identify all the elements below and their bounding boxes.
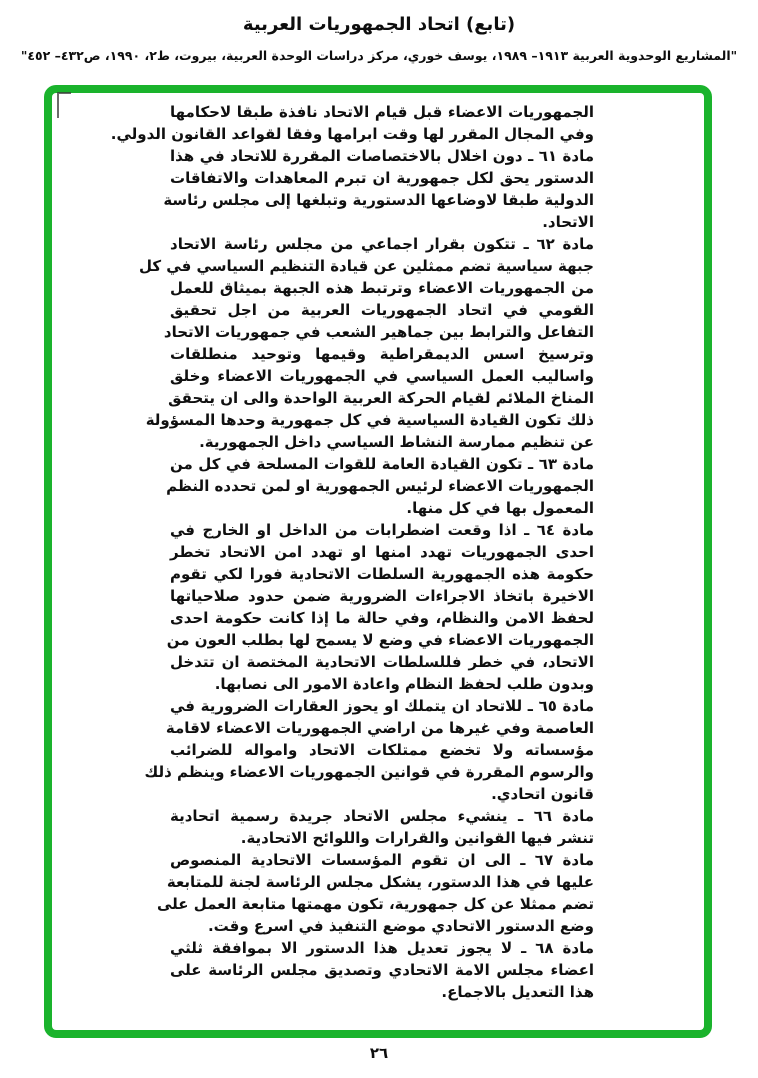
page-title: (تابع) اتحاد الجمهوريات العربية bbox=[242, 14, 516, 35]
text-line: هذا التعديل بالاجماع. bbox=[441, 983, 594, 1001]
text-line: جبهة سياسية تضم ممثلين عن قيادة التنظيم السياسي في كل bbox=[138, 257, 594, 275]
text-line: احدى الجمهوريات تهدد امنها او تهدد امن الاتحاد تخطر bbox=[170, 543, 594, 561]
text-line: قانون اتحادي. bbox=[491, 785, 594, 803]
text-line-article-65: مادة ٦٥ ـ للاتحاد ان يتملك او يحوز العقارات الضرورية في bbox=[170, 697, 594, 715]
text-line: التفاعل والترابط بين جماهير الشعب في جمهوريات الاتحاد bbox=[163, 323, 594, 341]
text-line: المناخ الملائم لقيام الحركة العربية الواحدة والى ان يتحقق bbox=[168, 389, 594, 407]
text-line-article-68: مادة ٦٨ ـ لا يجوز تعديل هذا الدستور الا بموافقة ثلثي bbox=[170, 939, 594, 957]
text-line-article-64: مادة ٦٤ ـ اذا وقعت اضطرابات من الداخل او الخارج في bbox=[170, 521, 594, 539]
text-line-article-61: مادة ٦١ ـ دون اخلال بالاختصاصات المقررة للاتحاد في هذا bbox=[170, 147, 594, 165]
text-line: عليها في هذا الدستور، يشكل مجلس الرئاسة لجنة للمتابعة bbox=[166, 873, 594, 891]
text-line: الجمهوريات الاعضاء في وضع لا يسمح لها بطلب العون من bbox=[166, 631, 594, 649]
text-line-article-63: مادة ٦٣ ـ تكون القيادة العامة للقوات المسلحة في كل من bbox=[170, 455, 594, 473]
text-line-article-66: مادة ٦٦ ـ ينشيء مجلس الاتحاد جريدة رسمية اتحادية bbox=[170, 807, 595, 825]
text-line-article-67: مادة ٦٧ ـ الى ان تقوم المؤسسات الاتحادية المنصوص bbox=[170, 851, 594, 869]
text-line: وبدون طلب لحفظ النظام واعادة الامور الى نصابها. bbox=[214, 675, 594, 693]
text-line: الاتحاد، في خطر فللسلطات الاتحادية المختصة ان تتدخل bbox=[170, 653, 594, 671]
text-line: والرسوم المقررة في قوانين الجمهوريات الاعضاء وينظم ذلك bbox=[144, 763, 594, 781]
text-line: وترسيخ اسس الديمقراطية وقيمها وتوحيد منطلقات bbox=[170, 345, 594, 363]
page-number: ٢٦ bbox=[369, 1044, 389, 1062]
text-line: الاتحاد. bbox=[542, 213, 594, 231]
text-line: القومي في اتحاد الجمهوريات العربية من اجل تحقيق bbox=[170, 301, 594, 319]
text-line: الجمهوريات الاعضاء قبل قيام الاتحاد نافذة طبقا لاحكامها bbox=[170, 103, 594, 121]
text-line: مؤسساته ولا تخضع ممتلكات الاتحاد وامواله للضرائب bbox=[170, 741, 594, 759]
text-line: وضع الدستور الاتحادي موضع التنفيذ في اسرع وقت. bbox=[207, 917, 594, 935]
text-line: واساليب العمل السياسي في الجمهوريات الاعضاء وخلق bbox=[170, 367, 594, 385]
text-line: تضم ممثلا عن كل جمهورية، تكون مهمتها متابعة العمل على bbox=[156, 895, 594, 913]
text-line: اعضاء مجلس الامة الاتحادي وتصديق مجلس الرئاسة على bbox=[170, 961, 594, 979]
text-line: حكومة هذه الجمهورية السلطات الاتحادية فورا لكي تقوم bbox=[170, 565, 594, 583]
text-line: لحفظ الامن والنظام، وفي حالة ما إذا كانت حكومة احدى bbox=[170, 609, 594, 627]
text-line: من الجمهوريات الاعضاء وترتبط هذه الجبهة بميثاق للعمل bbox=[170, 279, 594, 297]
text-line: ذلك تكون القيادة السياسية في كل جمهورية وحدها المسؤولة bbox=[145, 411, 594, 429]
text-line: الدولية طبقا لاوضاعها الدستورية وتبلغها إلى مجلس رئاسة bbox=[163, 191, 594, 209]
source-citation: "المشاريع الوحدوية العربية ١٩١٣– ١٩٨٩، يوسف خوري، مركز دراسات الوحدة العربية، بيروت، ط٢، ١٩٩٠، ص٤٣٢– ٤٥٢" bbox=[20, 48, 738, 63]
text-line: الدستور يحق لكل جمهورية ان تبرم المعاهدات والاتفاقات bbox=[170, 169, 594, 187]
text-line: تنشر فيها القوانين والقرارات واللوائح الاتحادية. bbox=[240, 829, 594, 847]
text-line: العاصمة وفي غيرها من اراضي الجمهوريات الاعضاء لاقامة bbox=[165, 719, 594, 737]
text-line: عن تنظيم ممارسة النشاط السياسي داخل الجمهورية. bbox=[199, 433, 594, 451]
text-line: المعمول بها في كل منها. bbox=[406, 499, 594, 517]
scan-artifact-mark bbox=[57, 92, 71, 118]
text-line: الجمهوريات الاعضاء لرئيس الجمهورية او لمن تحدده النظم bbox=[166, 477, 594, 495]
text-line-article-62: مادة ٦٢ ـ تتكون بقرار اجماعي من مجلس رئاسة الاتحاد bbox=[170, 235, 594, 253]
text-line: الاخيرة باتخاذ الاجراءات الضرورية ضمن حدود صلاحياتها bbox=[170, 587, 594, 605]
text-line: وفي المجال المقرر لها وقت ابرامها وفقا لقواعد القانون الدولي. bbox=[110, 125, 594, 143]
document-body-text bbox=[110, 101, 595, 1003]
